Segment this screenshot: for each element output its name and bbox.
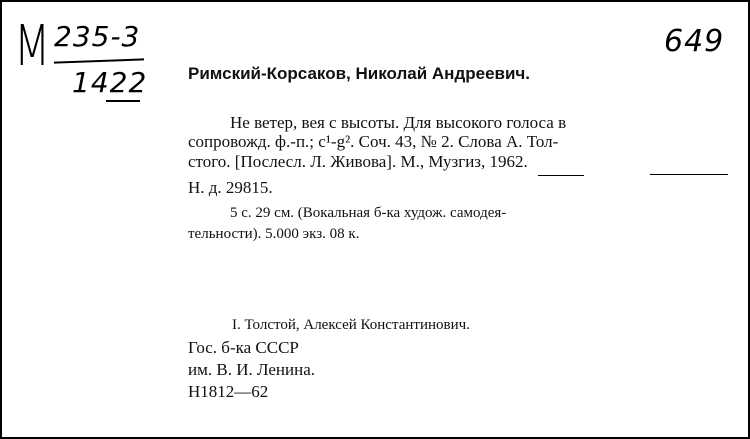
call-number-divider bbox=[54, 58, 144, 63]
library-line-2: им. В. И. Ленина. bbox=[188, 360, 316, 379]
imprint-underline-place bbox=[538, 175, 584, 176]
collation-line-2: тельности). 5.000 экз. 08 к. bbox=[188, 226, 360, 242]
collation-line-1: 5 с. 29 см. (Вокальная б-ка худож. самодея- bbox=[230, 205, 507, 221]
call-number-top: 235-3 bbox=[54, 20, 141, 53]
call-number-bottom: 1422 bbox=[72, 66, 148, 99]
body-line-1: Не ветер, вея с высоты. Для высокого голоса в bbox=[230, 113, 567, 132]
call-number-letter: М bbox=[14, 14, 51, 79]
author-heading: Римский-Корсаков, Николай Андреевич. bbox=[188, 64, 531, 83]
body-line-3: стого. [Послесл. Л. Живова]. М., Музгиз, 1962. bbox=[188, 152, 528, 171]
library-line-1: Гос. б-ка СССР bbox=[188, 338, 299, 357]
body-line-4: Н. д. 29815. bbox=[188, 178, 273, 197]
library-line-3: Н1812—62 bbox=[188, 382, 269, 401]
imprint-underline-year bbox=[650, 174, 728, 175]
body-line-2: сопровожд. ф.-п.; с¹-g². Соч. 43, № 2. Слова А. Тол- bbox=[188, 132, 559, 151]
added-entry: I. Толстой, Алексей Константинович. bbox=[232, 317, 470, 333]
inventory-number: 649 bbox=[664, 24, 725, 59]
call-number-underline bbox=[106, 100, 140, 102]
